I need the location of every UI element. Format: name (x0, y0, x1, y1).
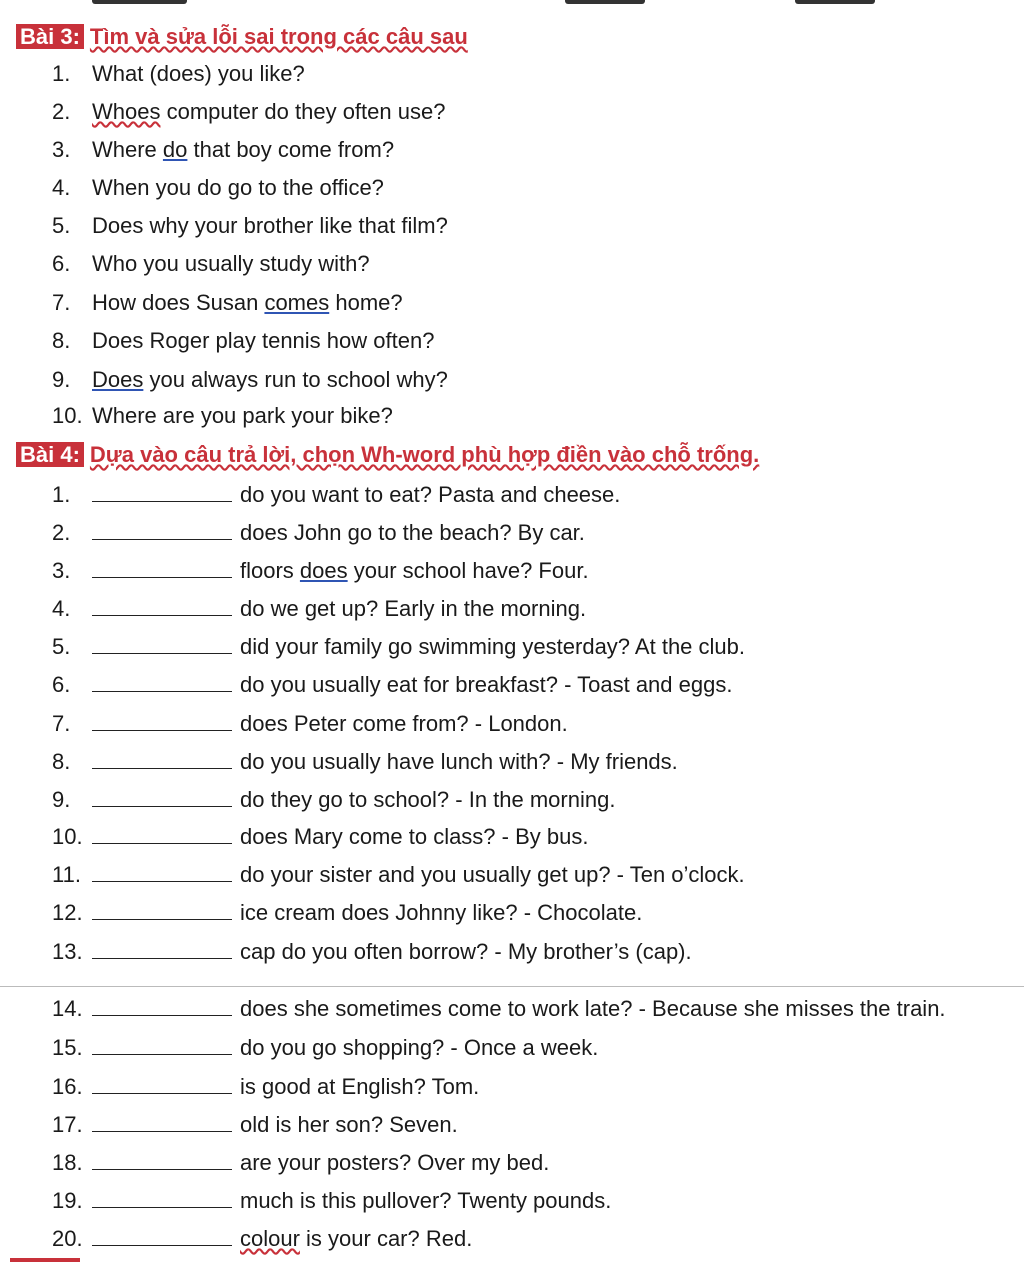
section3-title: Tìm và sửa lỗi sai trong các câu sau (89, 24, 468, 49)
answer-blank[interactable] (92, 899, 232, 920)
item-number: 6. (52, 672, 71, 697)
item-marked-word: colour (240, 1226, 300, 1251)
item-number: 10. (52, 403, 83, 428)
answer-blank[interactable] (92, 557, 232, 578)
item-text: do you usually have lunch with? - My friends. (240, 749, 678, 774)
item-text-post: your school have? Four. (347, 558, 589, 583)
s3-item-4 (52, 174, 384, 202)
s4-item-6 (52, 671, 732, 699)
item-number: 6. (52, 251, 71, 276)
s4-item-10 (52, 823, 588, 851)
answer-blank[interactable] (92, 938, 232, 959)
item-text-post: computer do they often use? (160, 99, 446, 124)
item-error-word: Whoes (92, 99, 161, 124)
item-number: 4. (52, 175, 71, 200)
answer-blank[interactable] (92, 633, 232, 654)
answer-blank[interactable] (92, 861, 232, 882)
item-text: Who you usually study with? (92, 251, 370, 276)
s3-item-1 (52, 60, 305, 88)
item-text-pre: floors (240, 558, 300, 583)
answer-blank[interactable] (92, 671, 232, 692)
answer-blank[interactable] (92, 786, 232, 807)
answer-blank[interactable] (92, 481, 232, 502)
page-break-divider (0, 986, 1024, 987)
item-text-post: home? (329, 290, 403, 315)
s3-item-6 (52, 250, 370, 278)
s4-item-14 (52, 995, 946, 1023)
item-text: do you usually eat for breakfast? - Toast and eggs. (240, 672, 733, 697)
item-number: 8. (52, 328, 71, 353)
answer-blank[interactable] (92, 519, 232, 540)
item-number: 4. (52, 596, 71, 621)
answer-blank[interactable] (92, 595, 232, 616)
s4-item-19 (52, 1187, 611, 1215)
s3-item-7 (52, 289, 403, 317)
item-number: 5. (52, 213, 71, 238)
item-text: do you want to eat? Pasta and cheese. (240, 482, 621, 507)
s4-item-1 (52, 481, 620, 509)
item-number: 11. (52, 862, 81, 887)
answer-blank[interactable] (92, 748, 232, 769)
answer-blank[interactable] (92, 823, 232, 844)
item-text-pre: Where (92, 137, 163, 162)
item-number: 10. (52, 824, 83, 849)
s4-item-8 (52, 748, 678, 776)
s4-item-16 (52, 1073, 479, 1101)
s4-item-9 (52, 786, 615, 814)
item-text: do we get up? Early in the morning. (240, 596, 587, 621)
item-text: is good at English? Tom. (240, 1074, 480, 1099)
s3-item-3 (52, 136, 394, 164)
item-text: ice cream does Johnny like? - Chocolate. (240, 900, 643, 925)
s3-item-8 (52, 327, 434, 355)
item-text: does John go to the beach? By car. (240, 520, 585, 545)
section4-title: Dựa vào câu trả lời, chọn Wh-word phù hợp điền vào chỗ trống. (89, 442, 760, 467)
cropped-top-edge (0, 0, 1024, 6)
section3-heading (16, 24, 468, 50)
s4-item-5 (52, 633, 745, 661)
item-text: much is this pullover? Twenty pounds. (240, 1188, 612, 1213)
answer-blank[interactable] (92, 710, 232, 731)
item-number: 16. (52, 1074, 83, 1099)
item-number: 9. (52, 367, 71, 392)
item-text: does Mary come to class? - By bus. (240, 824, 589, 849)
item-number: 2. (52, 520, 71, 545)
s4-item-3 (52, 557, 589, 585)
item-text: Where are you park your bike? (92, 403, 393, 428)
item-error-word: do (162, 137, 188, 162)
answer-blank[interactable] (92, 1111, 232, 1132)
item-text: do your sister and you usually get up? - Ten o’clock. (240, 862, 745, 887)
section3-badge: Bài 3: (16, 24, 84, 49)
item-text: did your family go swimming yesterday? At the club. (240, 634, 746, 659)
s4-item-17 (52, 1111, 458, 1139)
s3-item-10 (52, 402, 393, 430)
item-number: 3. (52, 137, 71, 162)
item-marked-word: does (299, 558, 348, 583)
section4-badge: Bài 4: (16, 442, 84, 467)
s4-item-4 (52, 595, 586, 623)
s4-item-15 (52, 1034, 598, 1062)
item-text: What (does) you like? (92, 61, 305, 86)
item-number: 13. (52, 939, 83, 964)
s3-item-2 (52, 98, 445, 126)
answer-blank[interactable] (92, 995, 232, 1016)
answer-blank[interactable] (92, 1187, 232, 1208)
item-text: Does Roger play tennis how often? (92, 328, 435, 353)
item-error-word: Does (92, 367, 144, 392)
s4-item-7 (52, 710, 568, 738)
item-text: do they go to school? - In the morning. (240, 787, 616, 812)
item-text: are your posters? Over my bed. (240, 1150, 550, 1175)
item-text: old is her son? Seven. (240, 1112, 458, 1137)
item-number: 14. (52, 996, 83, 1021)
item-number: 17. (52, 1112, 83, 1137)
item-text-post: is your car? Red. (299, 1226, 473, 1251)
s4-item-13 (52, 938, 692, 966)
item-number: 9. (52, 787, 71, 812)
item-number: 7. (52, 290, 71, 315)
item-number: 18. (52, 1150, 83, 1175)
section4-heading (16, 442, 759, 468)
item-text-post: you always run to school why? (143, 367, 448, 392)
item-text: do you go shopping? - Once a week. (240, 1035, 599, 1060)
s4-item-18 (52, 1149, 549, 1177)
s4-item-2 (52, 519, 585, 547)
item-number: 8. (52, 749, 71, 774)
item-number: 20. (52, 1226, 83, 1251)
s3-item-5 (52, 212, 448, 240)
answer-blank[interactable] (92, 1149, 232, 1170)
s4-item-11 (52, 861, 745, 889)
item-text-pre: How does Susan (92, 290, 265, 315)
item-number: 5. (52, 634, 71, 659)
item-text: Does why your brother like that film? (92, 213, 448, 238)
item-number: 1. (52, 482, 71, 507)
s4-item-12 (52, 899, 642, 927)
answer-blank[interactable] (92, 1225, 232, 1246)
item-number: 7. (52, 711, 71, 736)
item-number: 3. (52, 558, 71, 583)
item-text: does she sometimes come to work late? - Because she misses the train. (240, 996, 946, 1021)
item-number: 15. (52, 1035, 83, 1060)
s3-item-9 (52, 366, 448, 394)
s4-item-20 (52, 1225, 472, 1253)
answer-blank[interactable] (92, 1073, 232, 1094)
item-number: 1. (52, 61, 71, 86)
item-text-post: that boy come from? (187, 137, 395, 162)
item-number: 2. (52, 99, 71, 124)
item-number: 12. (52, 900, 83, 925)
item-text: When you do go to the office? (92, 175, 384, 200)
item-text: does Peter come from? - London. (240, 711, 568, 736)
item-number: 19. (52, 1188, 83, 1213)
bottom-red-mark (10, 1258, 80, 1262)
answer-blank[interactable] (92, 1034, 232, 1055)
item-error-word: comes (264, 290, 330, 315)
item-text: cap do you often borrow? - My brother’s (cap). (240, 939, 692, 964)
